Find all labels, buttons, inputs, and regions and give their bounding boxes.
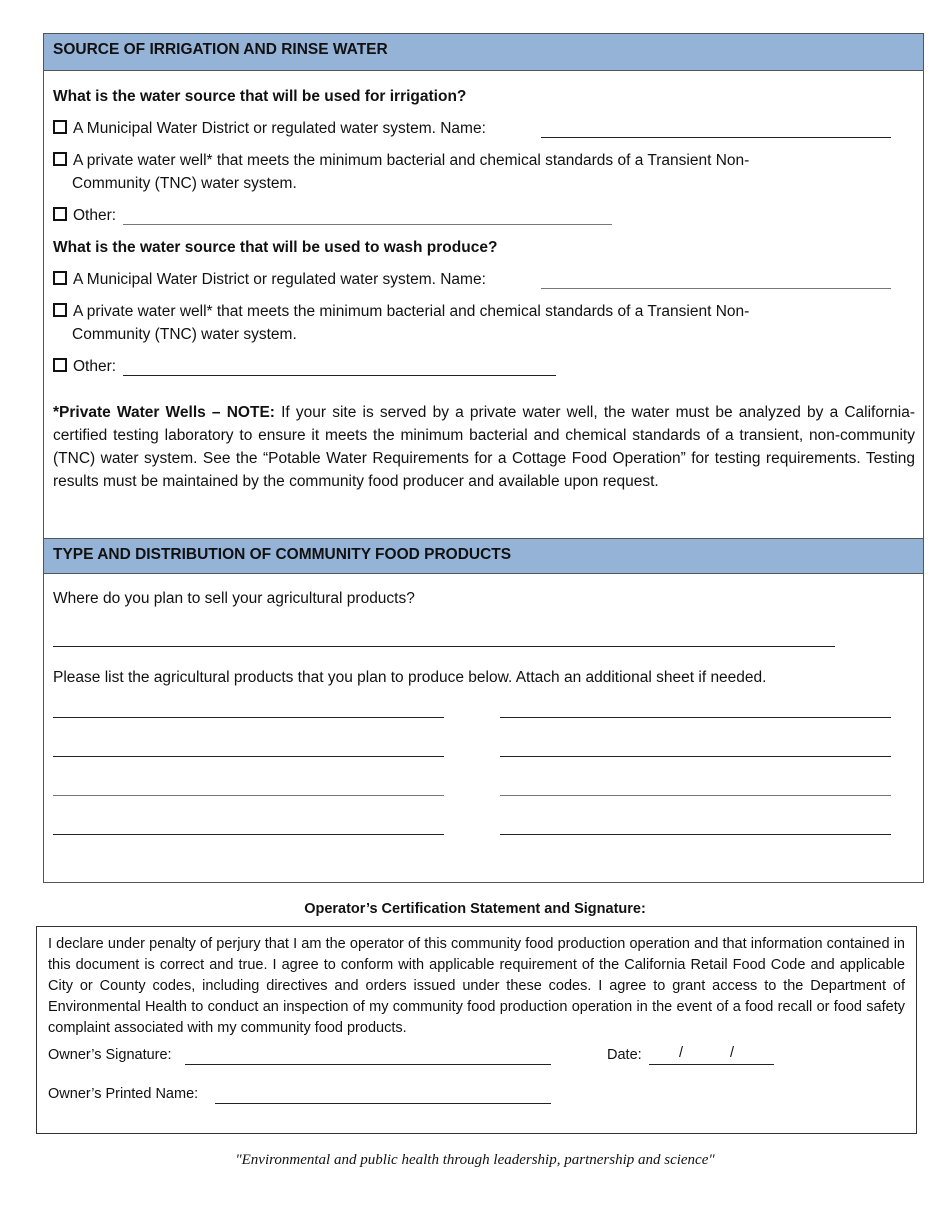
option-label: A private water well* that meets the minimum bacterial and chemical standards of a Transient Non- xyxy=(73,152,750,169)
note-text: If your site is served by a private water well, the water must be analyzed by a California-certified testing laboratory to ensure it meets the minimum bacterial and chemical standards of a transient, non-community (TNC) water system. See the “Potable Water Requirements for a Cottage Food Operation” for testing requirements. Testing results must be maintained by the community food producer and available upon request. xyxy=(53,404,915,490)
irrigation-well-option[interactable] xyxy=(53,152,749,170)
private-well-note xyxy=(53,401,915,493)
note-label: *Private Water Wells – NOTE: xyxy=(53,404,275,421)
wash-well-option[interactable] xyxy=(53,303,749,321)
product-field[interactable] xyxy=(53,756,444,757)
product-field[interactable] xyxy=(53,795,444,796)
product-field[interactable] xyxy=(53,834,444,835)
irrigation-municipal-option[interactable] xyxy=(53,120,486,138)
product-field[interactable] xyxy=(53,717,444,718)
wash-municipal-name-field[interactable] xyxy=(541,288,891,289)
wash-question: What is the water source that will be used to wash produce? xyxy=(53,239,498,256)
date-separator: / xyxy=(730,1045,735,1061)
products-list-instruction: Please list the agricultural products that you plan to produce below. Attach an additional sheet if needed. xyxy=(53,669,767,686)
option-label: Other: xyxy=(73,207,117,224)
irrigation-question: What is the water source that will be used for irrigation? xyxy=(53,88,467,105)
irrigation-other-field[interactable] xyxy=(123,224,612,225)
option-label: A private water well* that meets the minimum bacterial and chemical standards of a Transient Non- xyxy=(73,303,750,320)
option-label-continuation: Community (TNC) water system. xyxy=(72,326,297,343)
date-label: Date: xyxy=(607,1047,642,1063)
footer-motto: "Environmental and public health through leadership, partnership and science" xyxy=(235,1152,715,1168)
checkbox-icon[interactable] xyxy=(53,120,67,134)
wash-municipal-option[interactable] xyxy=(53,271,486,289)
products-section-header: TYPE AND DISTRIBUTION OF COMMUNITY FOOD PRODUCTS xyxy=(44,538,923,574)
printed-name-label: Owner’s Printed Name: xyxy=(48,1086,199,1102)
certification-box xyxy=(36,926,917,1134)
irrigation-section-header: SOURCE OF IRRIGATION AND RINSE WATER xyxy=(44,34,923,71)
irrigation-products-section xyxy=(43,33,924,883)
checkbox-icon[interactable] xyxy=(53,358,67,372)
signature-label: Owner’s Signature: xyxy=(48,1047,172,1063)
product-field[interactable] xyxy=(500,795,891,796)
certification-title: Operator’s Certification Statement and Signature: xyxy=(304,901,646,917)
date-field[interactable] xyxy=(649,1064,774,1065)
wash-other-field[interactable] xyxy=(123,375,556,376)
checkbox-icon[interactable] xyxy=(53,152,67,166)
signature-field[interactable] xyxy=(185,1064,551,1065)
checkbox-icon[interactable] xyxy=(53,303,67,317)
option-label: A Municipal Water District or regulated water system. Name: xyxy=(73,271,486,288)
sell-location-field[interactable] xyxy=(53,646,835,647)
product-field[interactable] xyxy=(500,834,891,835)
product-field[interactable] xyxy=(500,756,891,757)
checkbox-icon[interactable] xyxy=(53,207,67,221)
checkbox-icon[interactable] xyxy=(53,271,67,285)
date-separator: / xyxy=(679,1045,684,1061)
irrigation-other-option[interactable] xyxy=(53,207,116,225)
option-label: Other: xyxy=(73,358,117,375)
sell-question: Where do you plan to sell your agricultural products? xyxy=(53,590,415,607)
product-field[interactable] xyxy=(500,717,891,718)
wash-other-option[interactable] xyxy=(53,358,116,376)
option-label-continuation: Community (TNC) water system. xyxy=(72,175,297,192)
printed-name-field[interactable] xyxy=(215,1103,551,1104)
certification-statement: I declare under penalty of perjury that I am the operator of this community food production operation and that information contained in this document is correct and true. I agree to conform with applicable requirement of the California Retail Food Code and applicable City or County codes, including directives and orders issued under these codes. I agree to grant access to the Department of Environmental Health to conduct an inspection of my community food production operation in the event of a food recall or food safety complaint associated with my community food products. xyxy=(48,936,905,1036)
irrigation-municipal-name-field[interactable] xyxy=(541,137,891,138)
option-label: A Municipal Water District or regulated water system. Name: xyxy=(73,120,486,137)
